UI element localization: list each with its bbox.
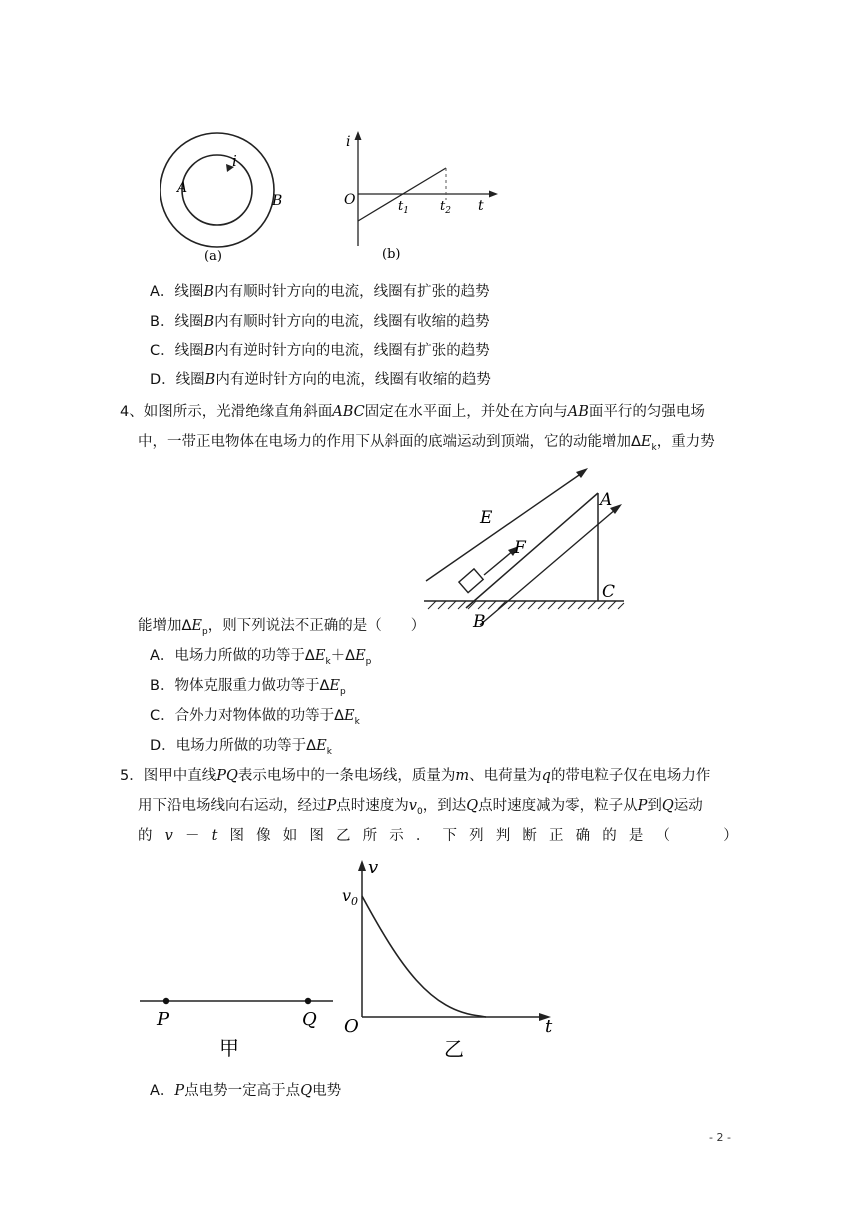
axis-t-label: t [478, 198, 484, 214]
label-Q: Q [302, 1009, 317, 1030]
velocity-curve [362, 896, 486, 1017]
q3-figure-b [340, 128, 500, 268]
q5-option-a: A．P点电势一定高于点Q电势 [150, 1083, 342, 1099]
t1-label: $t_1$ [398, 199, 409, 216]
q5-figure-jia [135, 985, 340, 1065]
q4-option-d: D．电场力所做的功等于$\Delta E_k$ [150, 738, 332, 757]
q4-option-c: C．合外力对物体做的功等于$\Delta E_k$ [150, 708, 360, 727]
label-P: P [157, 1009, 170, 1030]
label-B: B [272, 193, 283, 209]
q5-figure-yi [340, 856, 565, 1066]
caption-jia: 甲 [219, 1036, 239, 1060]
point-p [163, 998, 169, 1004]
v0-label: $v_0$ [342, 886, 359, 908]
q4-option-b: B．物体克服重力做功等于$\Delta E_p$ [150, 678, 346, 697]
q4-option-a: A．电场力所做的功等于$\Delta E_k+\Delta E_p$ [150, 648, 372, 667]
q3-option-a: A．线圈B内有顺时针方向的电流，线圈有扩张的趋势 [150, 284, 490, 300]
q4-incline-figure [418, 463, 628, 633]
ground-hatch [428, 601, 624, 609]
label-C: C [602, 582, 616, 602]
q5-stem-line1: 5．图甲中直线PQ表示电场中的一条电场线，质量为m、电荷量为q的带电粒子仅在电场力作 [120, 768, 711, 784]
q3-option-b: B．线圈B内有顺时针方向的电流，线圈有收缩的趋势 [150, 314, 490, 330]
point-q [305, 998, 311, 1004]
q5-stem-line2: 用下沿电场线向右运动，经过P点时速度为$v_0$，到达Q点时速度减为零，粒子从P到Q运动 [138, 798, 703, 817]
axis-i-label: i [346, 134, 351, 150]
q3-option-c: C．线圈B内有逆时针方向的电流，线圈有扩张的趋势 [150, 343, 490, 359]
t-axis-arrow-icon [489, 191, 498, 198]
q3-figure-a [160, 130, 300, 270]
i-axis-arrow-icon [355, 131, 362, 140]
caption-a: (a) [204, 249, 222, 264]
origin-label: O [344, 192, 356, 208]
label-A: A [177, 180, 188, 196]
v-axis-arrow-icon [358, 860, 366, 871]
axis-t-label: t [545, 1016, 553, 1037]
label-i: i [232, 152, 237, 170]
coil-a-circle [182, 155, 252, 225]
q4-stem-line2: 中，一带正电物体在电场力的作用下从斜面的底端运动到顶端，它的动能增加$\Delta E_k$，重力势 [138, 434, 715, 453]
field-line-lower [480, 509, 616, 625]
page-number: - 2 - [709, 1131, 731, 1144]
label-E: E [480, 508, 493, 528]
q5-stem-line3: 的 v － t 图 像 如 图 乙 所 示 ． 下 列 判 断 正 确 的 是 （ ） [138, 828, 738, 844]
q4-stem-line1: 4、如图所示，光滑绝缘直角斜面ABC固定在水平面上，并处在方向与AB面平行的匀强电场 [120, 404, 705, 420]
q3-option-d: D．线圈B内有逆时针方向的电流，线圈有收缩的趋势 [150, 372, 491, 388]
label-F: F [514, 538, 526, 558]
caption-yi: 乙 [444, 1037, 464, 1061]
axis-v-label: v [368, 857, 379, 878]
label-B: B [473, 612, 486, 632]
caption-b: (b) [382, 247, 401, 262]
q4-stem-line3: 能增加$\Delta E_p$，则下列说法不正确的是（ ） [138, 618, 426, 637]
t2-label: $t_2$ [440, 199, 451, 216]
block [459, 569, 483, 593]
force-f-line [484, 550, 514, 575]
origin-label: O [344, 1016, 359, 1037]
label-A: A [600, 490, 613, 510]
